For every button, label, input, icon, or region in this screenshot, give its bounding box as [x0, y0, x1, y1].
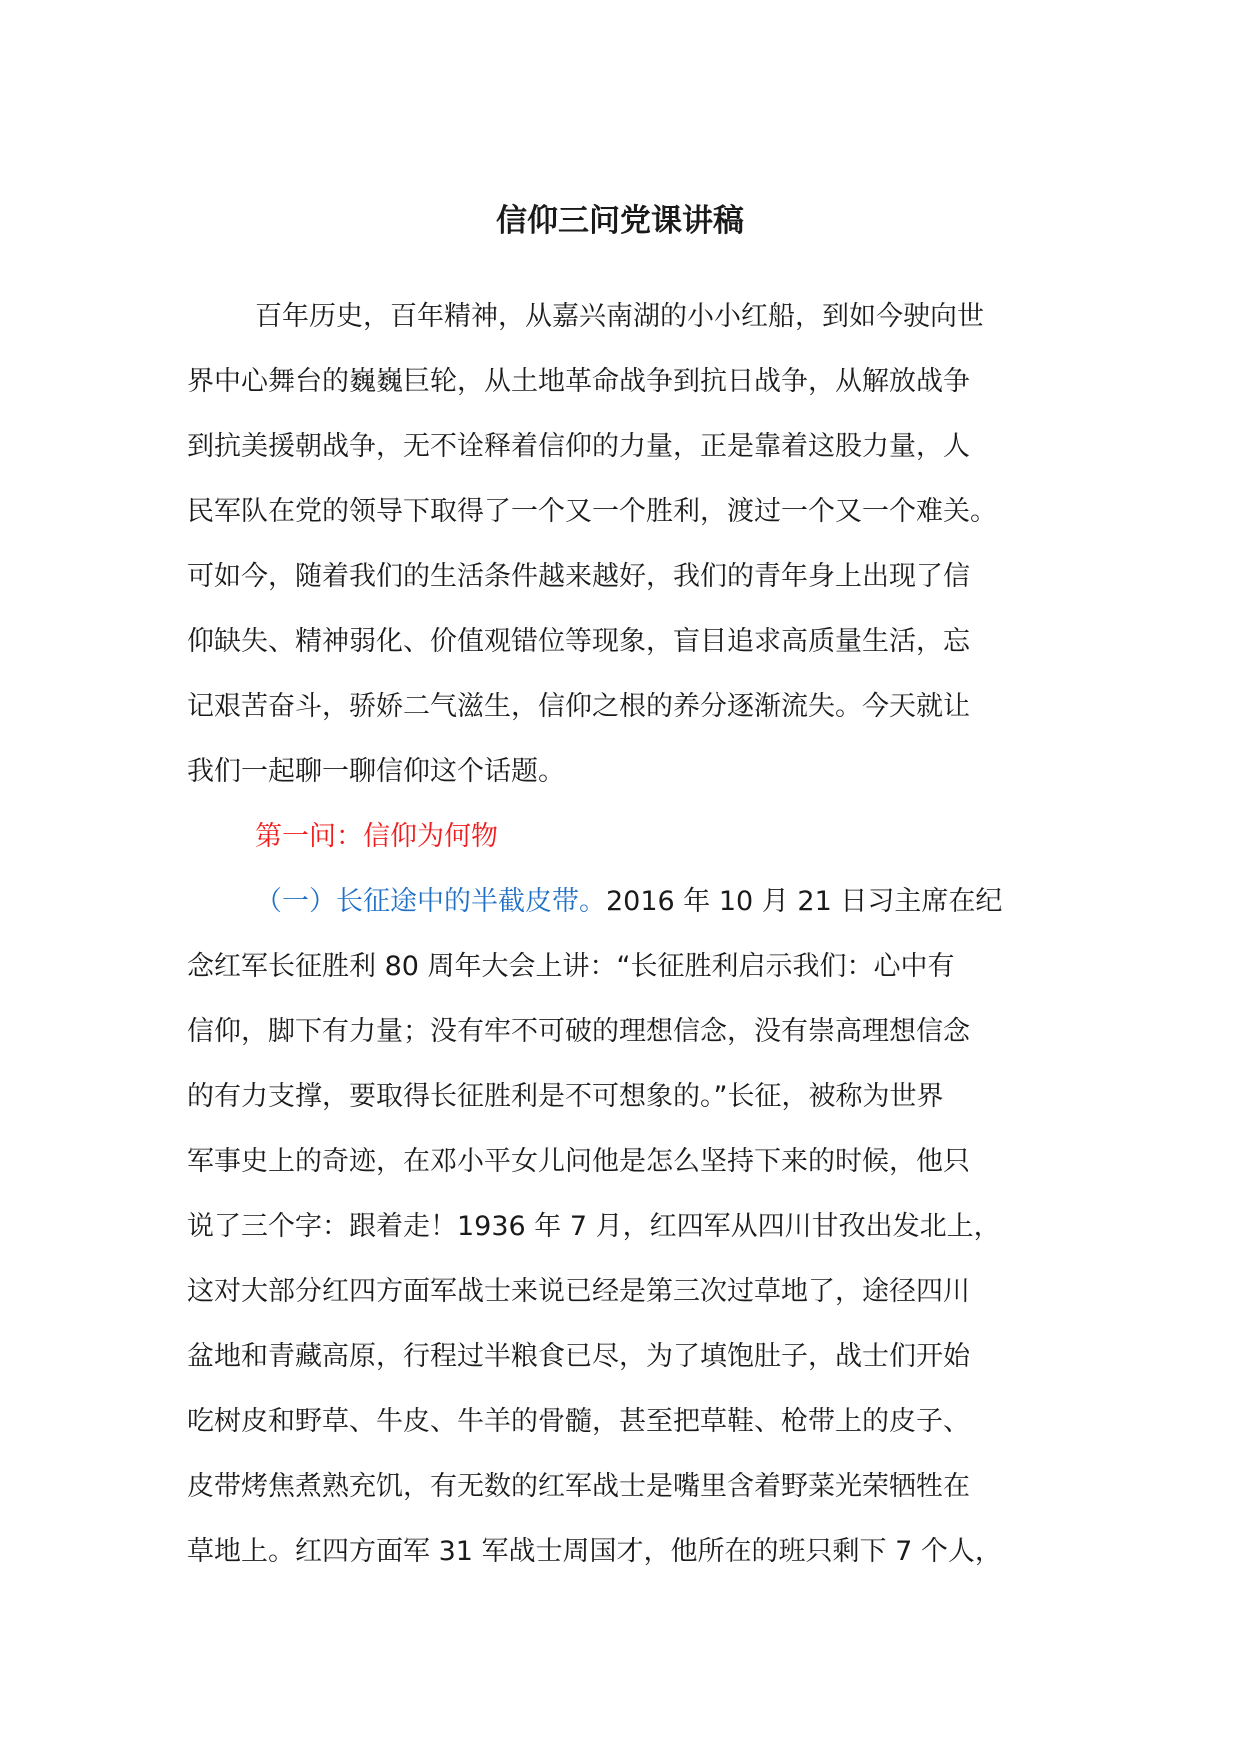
paragraph-line: 草地上。红四方面军 31 军战士周国才，他所在的班只剩下 7 个人， [187, 1536, 1002, 1567]
paragraph-line: 皮带烤焦煮熟充饥，有无数的红军战士是嘴里含着野菜光荣牺牲在 [187, 1471, 970, 1502]
paragraph-line: 军事史上的奇迹，在邓小平女儿问他是怎么坚持下来的时候，他只 [187, 1146, 970, 1177]
subsection-first-line [187, 869, 1087, 934]
paragraph-line: 的有力支撑，要取得长征胜利是不可想象的。”长征，被称为世界 [187, 1081, 944, 1112]
paragraph-line: 到抗美援朝战争，无不诠释着信仰的力量，正是靠着这股力量，人 [187, 431, 970, 462]
paragraph-line: 吃树皮和野草、牛皮、牛羊的骨髓，甚至把草鞋、枪带上的皮子、 [187, 1406, 970, 1437]
paragraph-line: 界中心舞台的巍巍巨轮，从土地革命战争到抗日战争，从解放战争 [187, 366, 970, 397]
paragraph-line: 这对大部分红四方面军战士来说已经是第三次过草地了，途径四川 [187, 1276, 970, 1307]
paragraph-line: 仰缺失、精神弱化、价值观错位等现象，盲目追求高质量生活，忘 [187, 626, 970, 657]
section-heading: 第一问：信仰为何物 [255, 821, 498, 852]
paragraph-line: 我们一起聊一聊信仰这个话题。 [187, 756, 565, 787]
paragraph-line: 盆地和青藏高原，行程过半粮食已尽，为了填饱肚子，战士们开始 [187, 1341, 970, 1372]
paragraph-line: 民军队在党的领导下取得了一个又一个胜利，渡过一个又一个难关。 [187, 496, 997, 527]
document-title: 信仰三问党课讲稿 [496, 203, 744, 239]
paragraph-line: 念红军长征胜利 80 周年大会上讲：“长征胜利启示我们：心中有 [187, 951, 955, 982]
paragraph-line: 百年历史，百年精神，从嘉兴南湖的小小红船，到如今驶向世 [255, 301, 984, 332]
paragraph-line: 信仰，脚下有力量；没有牢不可破的理想信念，没有崇高理想信念 [187, 1016, 970, 1047]
document-body [187, 284, 1087, 1584]
paragraph-line: 记艰苦奋斗，骄娇二气滋生，信仰之根的养分逐渐流失。今天就让 [187, 691, 970, 722]
paragraph-line: 说了三个字：跟着走！1936 年 7 月，红四军从四川甘孜出发北上， [187, 1211, 1001, 1242]
paragraph-line: 可如今，随着我们的生活条件越来越好，我们的青年身上出现了信 [187, 561, 970, 592]
subsection-heading: （一）长征途中的半截皮带。 [255, 886, 606, 917]
subsection-first-line-text: 2016 年 10 月 21 日习主席在纪 [606, 886, 1003, 917]
